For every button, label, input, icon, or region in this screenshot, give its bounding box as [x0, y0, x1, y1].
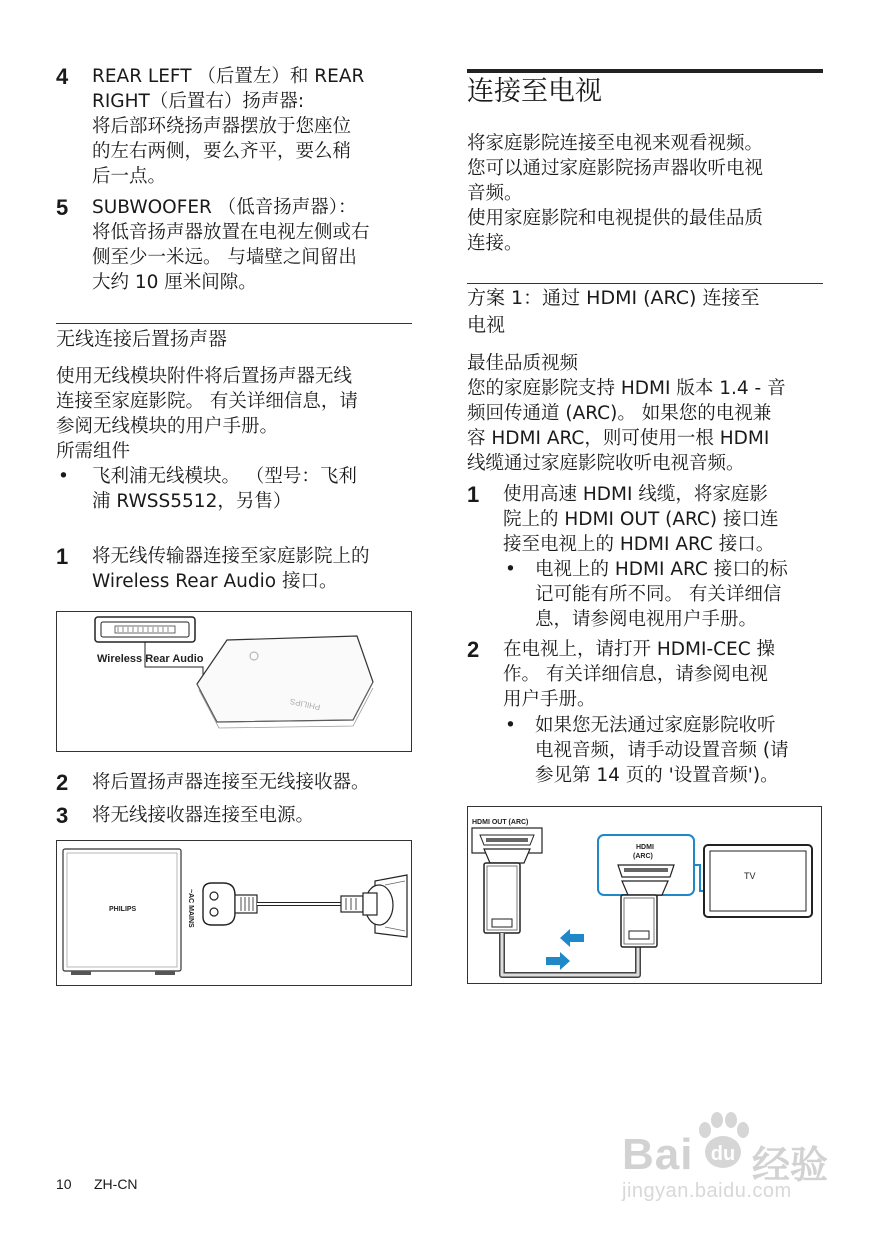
step-1-note: • 电视上的 HDMI ARC 接口的标 记可能有所不同。 有关详细信 息，请参阅电视用户手册。	[505, 559, 788, 630]
step-2-wireless: 2 将后置扬声器连接至无线接收器。	[56, 770, 370, 795]
item-rear-speakers	[56, 64, 364, 189]
transmitter-illustration	[57, 612, 411, 751]
item-number: 4	[56, 64, 69, 89]
hdmi-illustration	[468, 807, 821, 983]
step-2-hdmi: 2 在电视上，请打开 HDMI-CEC 操 作。 有关详细信息，请参阅电视 用户手册。	[467, 637, 776, 710]
best-quality-body: 您的家庭影院支持 HDMI 版本 1.4 - 音 频回传通道 (ARC)。 如果您的电视兼 容 HDMI ARC，则可使用一根 HDMI 线缆通过家庭影院收听电视音频。	[467, 378, 786, 474]
section-heading-hdmi-arc: 方案 1：通过 HDMI (ARC) 连接至 电视	[467, 287, 760, 336]
arrow-right-icon	[546, 952, 570, 970]
watermark-url: jingyan.baidu.com	[622, 1180, 792, 1202]
section-heading-wireless: 无线连接后置扬声器	[56, 328, 228, 350]
figure-hdmi-connection	[467, 806, 822, 984]
step-3-wireless: 3 将无线接收器连接至电源。	[56, 803, 315, 828]
item-subwoofer	[56, 195, 370, 295]
item-number: 5	[56, 195, 69, 220]
step-1-hdmi: 1 使用高速 HDMI 线缆，将家庭影 院上的 HDMI OUT (ARC) 接口连 接至电视上的 HDMI ARC 接口。	[467, 482, 779, 555]
philips-logo-text: PHILIPS	[109, 906, 137, 913]
step-1-wireless: 1 将无线传输器连接至家庭影院上的 Wireless Rear Audio 接口。	[56, 544, 370, 592]
tv-label: TV	[744, 871, 756, 881]
item-text: REAR LEFT （后置左）和 REAR RIGHT（后置右）扬声器: 将后部环绕扬声器摆放于您座位 的左右两侧，要么齐平，要么稍 后一点。	[92, 66, 365, 187]
receiver-illustration	[57, 841, 411, 985]
section-divider	[56, 323, 412, 324]
page-title: 连接至电视	[467, 76, 602, 107]
tv-intro: 将家庭影院连接至电视来观看视频。 您可以通过家庭影院扬声器收听电视 音频。 使用家庭影院和电视提供的最佳品质 连接。	[467, 133, 764, 254]
wireless-intro: 使用无线模块附件将后置扬声器无线 连接至家庭影院。 有关详细信息，请 参阅无线模块的用户手册。	[56, 366, 358, 437]
figure-receiver-power	[56, 840, 412, 986]
svg-text:du: du	[710, 1143, 736, 1165]
hdmi-arc-label-line1: HDMI	[636, 844, 654, 851]
required-title: 所需组件	[56, 441, 131, 462]
step-2-note: • 如果您无法通过家庭影院收听 电视音频，请手动设置音频 (请 参见第 14 页的 '设置音频')。	[505, 715, 789, 786]
best-quality-title: 最佳品质视频	[467, 353, 579, 374]
figure-wireless-transmitter	[56, 611, 412, 752]
philips-logo-text: PHILIPS	[289, 696, 322, 712]
watermark-brand: Bai	[622, 1130, 694, 1179]
page-number: 10	[56, 1176, 72, 1192]
paw-icon	[695, 1110, 751, 1174]
ac-mains-label: ~AC MAINS	[187, 889, 194, 928]
hdmi-out-arc-label: HDMI OUT (ARC)	[472, 819, 529, 826]
wireless-rear-audio-label: Wireless Rear Audio	[97, 653, 204, 665]
item-text: SUBWOOFER （低音扬声器）： 将低音扬声器放置在电视左侧或右 侧至少一米远。 与墙壁之间留出 大约 10 厘米间隙。	[92, 197, 370, 293]
section-divider	[467, 283, 823, 284]
required-bullet: • 飞利浦无线模块。 （型号：飞利 浦 RWSS5512，另售）	[58, 466, 357, 512]
title-rule	[467, 69, 823, 73]
watermark-brand-cn: 经验	[752, 1145, 829, 1187]
language-code: ZH-CN	[94, 1176, 138, 1192]
hdmi-arc-label-line2: (ARC)	[633, 853, 653, 860]
arrow-left-icon	[560, 929, 584, 947]
